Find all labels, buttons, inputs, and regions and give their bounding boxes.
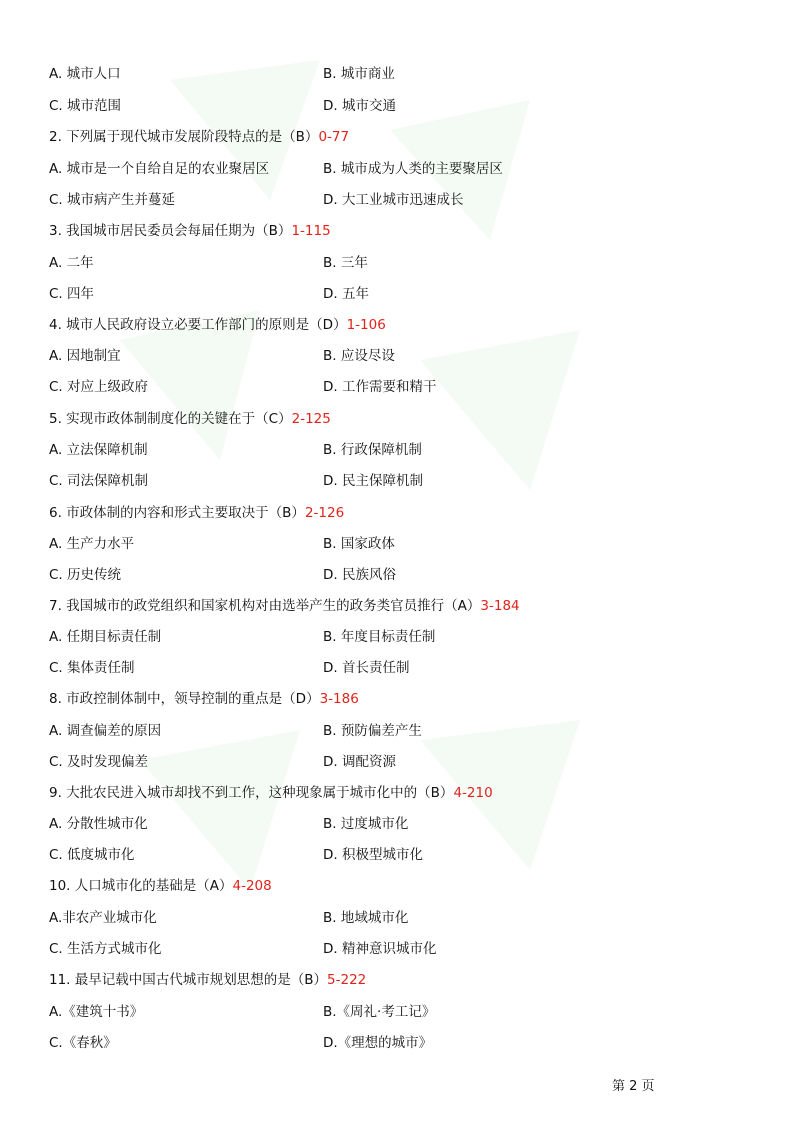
question-2-stem: 2. 下列属于现代城市发展阶段特点的是（B）0-77 [49, 129, 350, 145]
option-d: D. 工作需要和精干 [323, 379, 437, 395]
question-2-options-row-2 [49, 191, 749, 209]
question-11-options-row-2 [49, 1034, 749, 1052]
option-b: B. 应设尽设 [323, 348, 395, 364]
option-b: B. 城市商业 [323, 66, 395, 82]
option-a: A. 因地制宜 [49, 348, 121, 364]
question-11-ref: 5-222 [327, 972, 367, 988]
option-a: A. 调查偏差的原因 [49, 723, 162, 739]
option-c: C. 低度城市化 [49, 847, 135, 863]
question-5-stem: 5. 实现市政体制制度化的关键在于（C）2-125 [49, 411, 331, 427]
question-3-ref: 1-115 [291, 223, 331, 239]
question-7-options-row-1 [49, 628, 749, 646]
option-c: C. 及时发现偏差 [49, 754, 149, 770]
option-c: C.《春秋》 [49, 1035, 117, 1051]
question-6-options-row-2 [49, 566, 749, 584]
option-d: D. 民主保障机制 [323, 473, 423, 489]
option-b: B. 地域城市化 [323, 910, 409, 926]
options-row-q1-1 [49, 65, 749, 83]
option-a: A. 二年 [49, 255, 94, 271]
page-number: 第 2 页 [612, 1079, 655, 1094]
option-b: B.《周礼·考工记》 [323, 1004, 436, 1020]
option-c: C. 四年 [49, 286, 95, 302]
option-b: B. 三年 [323, 255, 368, 271]
option-c: C. 集体责任制 [49, 660, 135, 676]
question-8-ref: 3-186 [319, 691, 359, 707]
question-2-ref: 0-77 [318, 129, 350, 145]
option-a: A. 城市是一个自给自足的农业聚居区 [49, 161, 270, 177]
option-c: C. 生活方式城市化 [49, 941, 162, 957]
question-6-options-row-1 [49, 535, 749, 553]
question-9-options-row-2 [49, 846, 749, 864]
question-3-stem: 3. 我国城市居民委员会每届任期为（B）1-115 [49, 223, 331, 239]
option-d: D.《理想的城市》 [323, 1035, 433, 1051]
question-7-ref: 3-184 [480, 598, 520, 614]
option-a: A. 任期目标责任制 [49, 629, 162, 645]
option-a: A. 城市人口 [49, 66, 121, 82]
question-10-stem: 10. 人口城市化的基础是（A）4-208 [49, 878, 272, 894]
question-4-stem: 4. 城市人民政府设立必要工作部门的原则是（D）1-106 [49, 317, 386, 333]
question-10-ref: 4-208 [232, 878, 272, 894]
question-8-options-row-1 [49, 722, 749, 740]
option-d: D. 城市交通 [323, 98, 396, 114]
option-a: A. 立法保障机制 [49, 442, 148, 458]
option-d: D. 五年 [323, 286, 369, 302]
option-d: D. 首长责任制 [323, 660, 410, 676]
question-3-options-row-2 [49, 285, 749, 303]
option-d: D. 积极型城市化 [323, 847, 423, 863]
option-a: A. 生产力水平 [49, 536, 135, 552]
question-8-stem: 8. 市政控制体制中，领导控制的重点是（D）3-186 [49, 691, 359, 707]
question-9-options-row-1 [49, 815, 749, 833]
option-d: D. 精神意识城市化 [323, 941, 437, 957]
option-b: B. 行政保障机制 [323, 442, 422, 458]
option-c: C. 对应上级政府 [49, 379, 149, 395]
option-a: A. 分散性城市化 [49, 816, 148, 832]
question-5-options-row-2 [49, 472, 749, 490]
question-5-options-row-1 [49, 441, 749, 459]
question-6-ref: 2-126 [304, 505, 345, 521]
option-c: C. 司法保障机制 [49, 473, 149, 489]
option-d: D. 大工业城市迅速成长 [323, 192, 464, 208]
options-row-q1-2 [49, 97, 749, 115]
question-7-options-row-2 [49, 659, 749, 677]
option-c: C. 城市范围 [49, 98, 122, 114]
question-8-options-row-2 [49, 753, 749, 771]
question-11-stem: 11. 最早记载中国古代城市规划思想的是（B）5-222 [49, 972, 367, 988]
question-10-options-row-2 [49, 940, 749, 958]
question-11-options-row-1 [49, 1003, 749, 1021]
option-c: C. 城市病产生并蔓延 [49, 192, 176, 208]
option-d: D. 调配资源 [323, 754, 396, 770]
option-b: B. 预防偏差产生 [323, 723, 422, 739]
option-b: B. 城市成为人类的主要聚居区 [323, 161, 503, 177]
question-9-ref: 4-210 [453, 785, 493, 801]
option-a: A.非农产业城市化 [49, 910, 157, 926]
option-b: B. 过度城市化 [323, 816, 409, 832]
question-4-options-row-1 [49, 347, 749, 365]
question-3-options-row-1 [49, 254, 749, 272]
question-5-ref: 2-125 [291, 411, 331, 427]
question-10-options-row-1 [49, 909, 749, 927]
question-2-options-row-1 [49, 160, 749, 178]
question-6-stem: 6. 市政体制的内容和形式主要取决于（B）2-126 [49, 505, 345, 521]
option-b: B. 年度目标责任制 [323, 629, 436, 645]
question-4-options-row-2 [49, 378, 749, 396]
option-c: C. 历史传统 [49, 567, 122, 583]
option-a: A.《建筑十书》 [49, 1004, 144, 1020]
question-9-stem: 9. 大批农民进入城市却找不到工作，这种现象属于城市化中的（B）4-210 [49, 785, 493, 801]
option-b: B. 国家政体 [323, 536, 395, 552]
question-7-stem: 7. 我国城市的政党组织和国家机构对由选举产生的政务类官员推行（A）3-184 [49, 598, 520, 614]
option-d: D. 民族风俗 [323, 567, 396, 583]
question-4-ref: 1-106 [346, 317, 386, 333]
